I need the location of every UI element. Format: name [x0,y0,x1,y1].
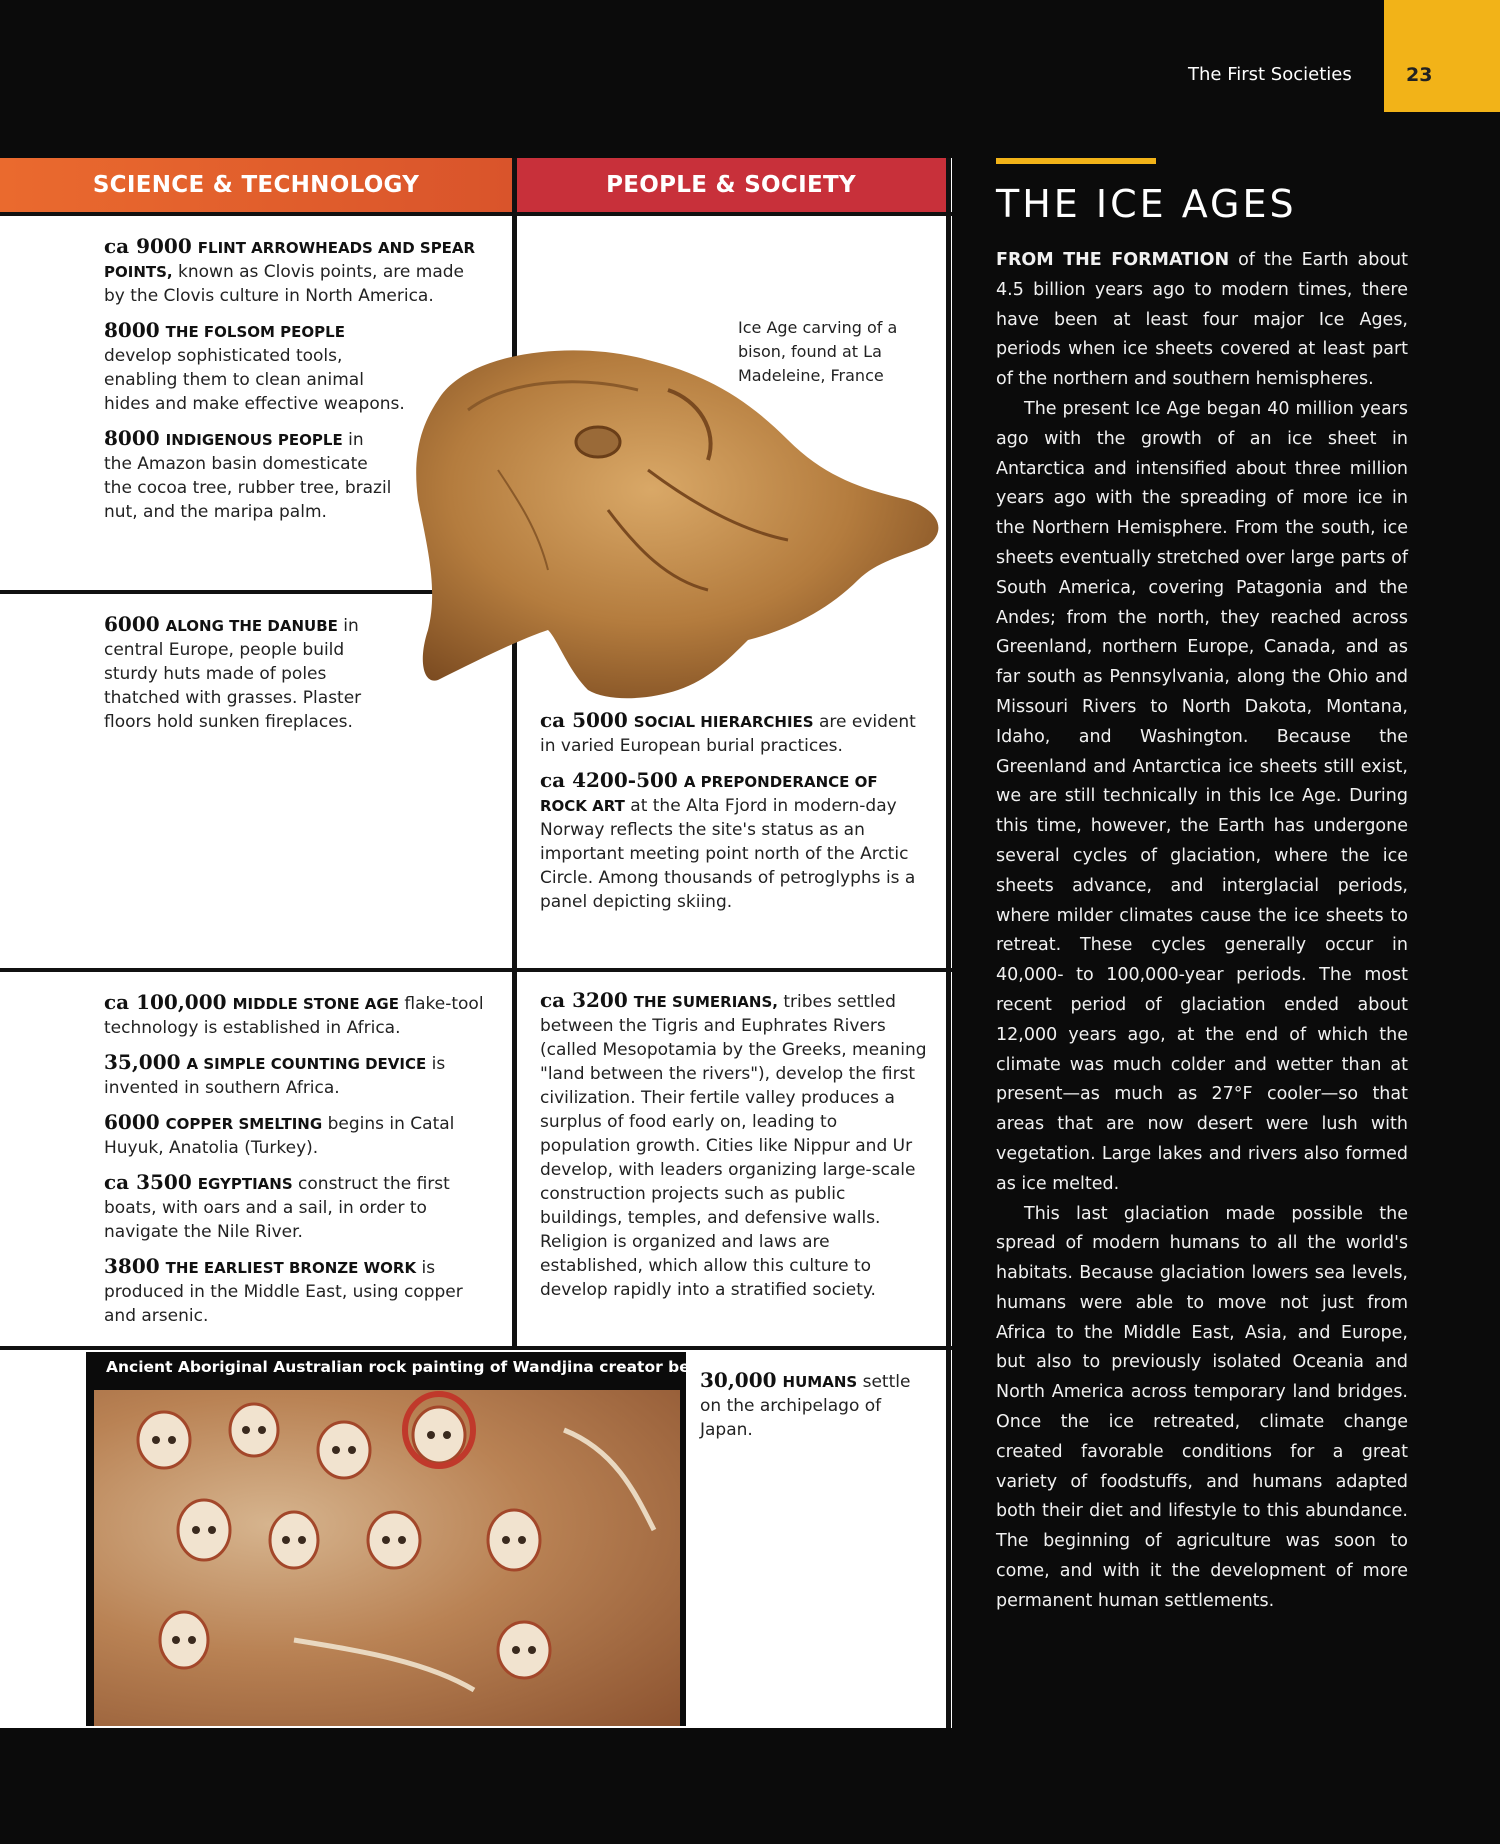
science-block-2 [104,612,372,744]
rock-painting-caption: Ancient Aboriginal Australian rock painting of Wandjina creator beings [106,1358,727,1376]
header-rule [0,212,952,216]
essay-paragraph: The present Ice Age began 40 million years ago with the growth of an ice sheet in Antarctica and intensified about three million years ago with the spreading of more ice in the Northern Hemisphere. From the south, ice sheets eventually stretched over large parts of South America, covering Patagonia and the Andes; from the north, they reached across Greenland, northern Europe, Canada, and as far south as Pennsylvania, along the Ohio and Missouri Rivers to North Dakota, Montana, Idaho, and Washington. Because the Greenland and Antarctica ice sheets still exist, we are still technically in this Ice Age. During this time, however, the Earth has undergone several cycles of glaciation, where the ice sheets advance, and interglacial periods, where milder climates cause the ice sheets to retreat. These cycles generally occur in 40,000- to 100,000-year periods. The most recent period of glaciation ended about 12,000 years ago, at the end of which the climate was much colder and wetter than at present—as much as 27°F cooler—so that areas that are now desert were lush with vegetation. Large lakes and rivers also formed as ice melted. [996,398,1408,1194]
people-block-2 [540,708,920,924]
essay-paragraph: This last glaciation made possible the spread of modern humans to all the world's habitats. Because glaciation lowers sea levels, humans were able to move not just from Africa to the Middle East, Asia, and Europe, but also to previously isolated Oceania and North America across temporary land bridges. Once the ice retreated, climate change created favorable conditions for a great variety of foodstuffs, and humans adapted both their diet and lifestyle to this abundance. The beginning of agriculture was soon to come, and with it the development of more permanent human settlements. [996,1203,1408,1611]
essay-title: THE ICE AGES [996,182,1297,226]
essay-paragraph: FROM THE FORMATION of the Earth about 4.5 billion years ago to modern times, there have been at least four major Ice Ages, periods when ice sheets covered at least part of the northern and southern hemispheres. [996,250,1408,390]
page-number-tab [1384,0,1500,112]
timeline-entry: ca 3500 EGYPTIANS construct the first boats, with oars and a sail, in order to navigate the Nile River. [104,1170,450,1242]
running-head: The First Societies [1188,64,1352,85]
timeline-entry: 35,000 A SIMPLE COUNTING DEVICE is invented in southern Africa. [104,1050,446,1098]
timeline-entry: ca 100,000 MIDDLE STONE AGE flake-tool technology is established in Africa. [104,990,484,1038]
timeline-entry: 6000 ALONG THE DANUBE in central Europe, people build sturdy huts made of poles thatched with grasses. Plaster floors hold sunken fireplaces. [104,612,362,732]
essay-accent-rule [996,158,1156,164]
timeline-entry: ca 4200-500 A PREPONDERANCE OF ROCK ART at the Alta Fjord in modern-day Norway reflects the site's status as an important meeting point north of the Arctic Circle. Among thousands of petroglyphs is a panel depicting skiing. [540,768,916,912]
panel-right-border [946,158,951,1728]
timeline-entry: 3800 THE EARLIEST BRONZE WORK is produced in the Middle East, using copper and arsenic. [104,1254,463,1326]
row-divider-2 [0,968,952,972]
people-block-3 [540,988,930,1312]
timeline-entry: ca 9000 FLINT ARROWHEADS AND SPEAR POINTS, known as Clovis points, are made by the Clovis culture in North America. [104,234,476,306]
people-block-4 [700,1368,930,1452]
people-society-heading: PEOPLE & SOCIETY [516,158,946,212]
timeline-entry: ca 3200 THE SUMERIANS, tribes settled between the Tigris and Euphrates Rivers (called Mesopotamia by the Greeks, meaning "land between the rivers"), develop the first civilization. Their fertile valley produces a surplus of food early on, leading to population growth. Cities like Nippur and Ur develop, with leaders organizing large-scale construction projects such as public buildings, temples, and defensive walls. Religion is organized and laws are established, which allow this culture to develop rapidly into a stratified society. [540,988,927,1300]
bison-carving-image [408,330,944,710]
timeline-entry: 30,000 HUMANS settle on the archipelago of Japan. [700,1368,911,1440]
timeline-entry: 8000 INDIGENOUS PEOPLE in the Amazon basin domesticate the cocoa tree, rubber tree, brazil nut, and the maripa palm. [104,426,392,522]
page-number: 23 [1406,64,1433,86]
science-technology-heading: SCIENCE & TECHNOLOGY [0,158,512,212]
timeline-entry: 6000 COPPER SMELTING begins in Catal Huyuk, Anatolia (Turkey). [104,1110,455,1158]
essay-body [996,246,1408,1617]
wandjina-rock-painting-image [94,1390,680,1726]
timeline-entry: ca 5000 SOCIAL HIERARCHIES are evident in varied European burial practices. [540,708,916,756]
timeline-entry: 8000 THE FOLSOM PEOPLE develop sophisticated tools, enabling them to clean animal hides and make effective weapons. [104,318,405,414]
science-block-3 [104,990,496,1338]
bison-caption: Ice Age carving of a bison, found at La Madeleine, France [738,318,898,385]
row-divider-3 [0,1346,952,1350]
